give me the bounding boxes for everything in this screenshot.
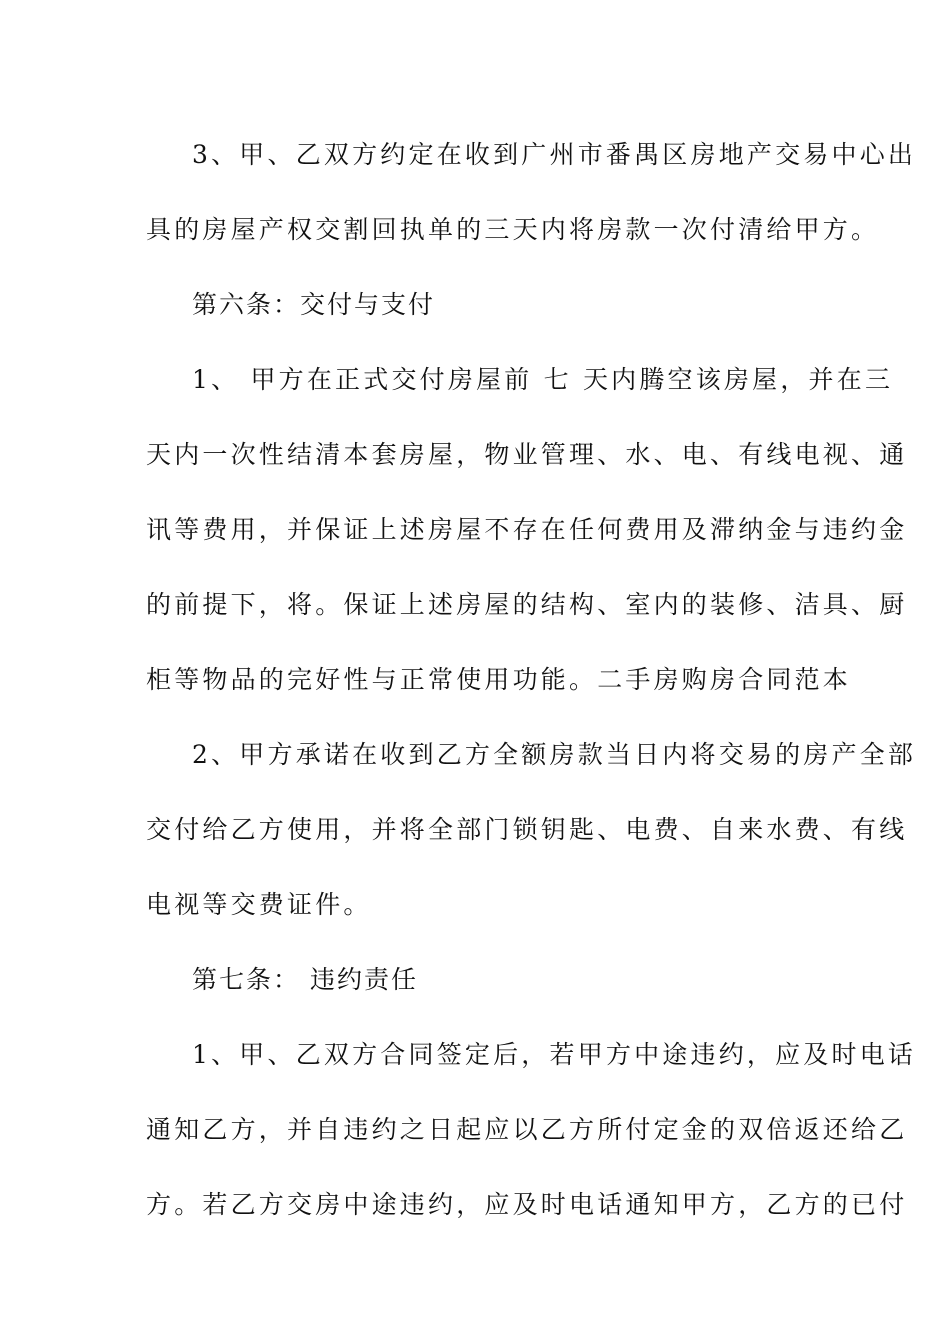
- article-7-item-1-line-3: 方。若乙方交房中途违约，应及时电话通知甲方，乙方的已付: [146, 1190, 908, 1219]
- clause-5-item-3-line-2: 具的房屋产权交割回执单的三天内将房款一次付清给甲方。: [146, 215, 880, 244]
- article-7-item-1-line-2: 通知乙方，并自违约之日起应以乙方所付定金的双倍返还给乙: [146, 1115, 908, 1144]
- article-6-item-1-line-5: 柜等物品的完好性与正常使用功能。二手房购房合同范本: [146, 665, 852, 694]
- article-6-item-1-line-2: 天内一次性结清本套房屋，物业管理、水、电、有线电视、通: [146, 440, 908, 469]
- article-6-item-1-line-4: 的前提下，将。保证上述房屋的结构、室内的装修、洁具、厨: [146, 590, 908, 619]
- article-6-item-2-line-1: 2、甲方承诺在收到乙方全额房款当日内将交易的房产全部: [192, 740, 917, 769]
- article-7-heading: 第七条： 违约责任: [192, 965, 418, 994]
- article-6-item-1-line-3: 讯等费用，并保证上述房屋不存在任何费用及滞纳金与违约金: [146, 515, 908, 544]
- article-6-item-2-line-3: 电视等交费证件。: [146, 890, 372, 919]
- article-6-item-1-line-1: 1、 甲方在正式交付房屋前 七 天内腾空该房屋，并在三: [192, 365, 894, 394]
- article-7-item-1-line-1: 1、甲、乙双方合同签定后，若甲方中途违约，应及时电话: [192, 1040, 917, 1069]
- article-6-heading: 第六条：交付与支付: [192, 290, 436, 319]
- clause-5-item-3-line-1: 3、甲、乙双方约定在收到广州市番禺区房地产交易中心出: [192, 140, 917, 169]
- article-6-item-2-line-2: 交付给乙方使用，并将全部门锁钥匙、电费、自来水费、有线: [146, 815, 908, 844]
